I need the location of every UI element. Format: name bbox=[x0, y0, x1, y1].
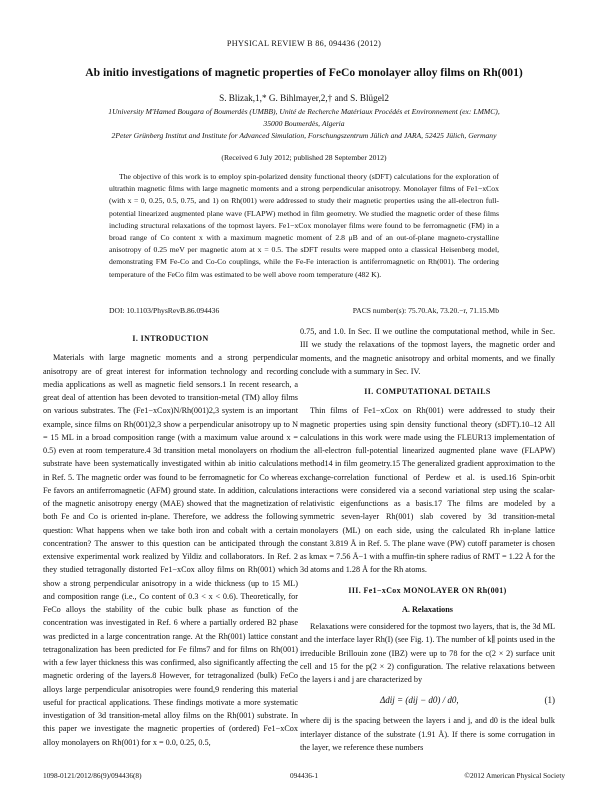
abstract-text: The objective of this work is to employ spin-polarized density functional theory (sDFT) calculations for the exploration of ultrathin magnetic films with large magnetic moments and a strong perpendicular anisotropy. Monolayer films of Fe1−xCox (with x = 0, 0.25, 0.5, 0.75, and 1) on Rh(001) were addressed to study their magnetic properties using the all-electron full-potential linearized augmented plane wave (FLAPW) method in film geometry. We studied the magnetic order of these films including structural relaxations of the topmost layers. Fe1−xCox monolayer films were found to be ferromagnetic (FM) in a broad range of Co content x with a maximum magnetic moment of 2.8 μB and of an out-of-plane magneto-crystalline anisotropy of 0.25 meV per magnetic atom at x = 0.5. The sDFT results were mapped onto a classical Heisenberg model, demonstrating FM Fe-Co and Co-Co couplings, while the Fe-Fe interaction is antiferromagnetic on Rh(001). The ordering temperature of the FeCo film was estimated to be well above room temperature (482 K). bbox=[109, 172, 499, 279]
equation-number: (1) bbox=[544, 694, 555, 705]
relaxations-paragraph: Relaxations were considered for the topmost two layers, that is, the 3d ML and the interface layer Rh(I) (see Fig. 1). The number of k∥ points used in the irreducible Brillouin zone (IBZ) were up to 78 for the c(2 × 2) surface unit cell and 15 for the p(2 × 2) configuration. The relative relaxations between the layers i and j are characterized by bbox=[300, 622, 555, 684]
journal-header: PHYSICAL REVIEW B 86, 094436 (2012) bbox=[226, 39, 382, 48]
after-equation-paragraph: where dij is the spacing between the layers i and j, and d0 is the ideal bulk interlayer distance of the substrate (1.91 Å). If there is some corrugation in the layer, we reference these numbers bbox=[300, 716, 555, 752]
abstract bbox=[109, 171, 499, 281]
left-column bbox=[43, 325, 298, 749]
affiliation-2: 2Peter Grünberg Institut and Institute for Advanced Simulation, Forschungszentrum Jülich and JARA, 52425 Jülich, Germany bbox=[111, 131, 497, 140]
section-heading-introduction: I. INTRODUCTION bbox=[132, 334, 209, 343]
subsection-heading-relaxations: A. Relaxations bbox=[402, 604, 453, 614]
pacs-numbers: PACS number(s): 75.70.Ak, 73.20.−r, 71.15.Mb bbox=[352, 306, 499, 315]
author-list: S. Blizak,1,* G. Bihlmayer,2,† and S. Blügel2 bbox=[219, 93, 389, 103]
section-heading-monolayer: III. Fe1−xCox MONOLAYER ON Rh(001) bbox=[348, 585, 507, 595]
paper-title: Ab initio investigations of magnetic properties of FeCo monolayer alloy films on Rh(001) bbox=[85, 66, 523, 79]
right-column bbox=[300, 325, 555, 754]
affiliation-1-cont: 35000 Boumerdès, Algeria bbox=[263, 119, 345, 128]
affiliation-1: 1University M'Hamed Bougara of Boumerdès (UMBB), Unité de Recherche Matériaux Procédés et Environnement (ex: LMMC), bbox=[108, 107, 500, 116]
intro-paragraph: Materials with large magnetic moments and a strong perpendicular anisotropy are of great interest for information technology and recording media applications as well as magnetic field sensors.1 In recent research, a great deal of attention has been devoted to transition-metal (TM) alloy films on various substrates. The (Fe1−xCox)N/Rh(001)2,3 system is an important example, since films on Rh(001)2,3 show a perpendicular anisotropy up to N = 15 ML in a broad composition range (with a maximum value around x = 0.5) even at room temperature.4 3d transition metal monolayers on rhodium substrate have been systematically investigated within ab initio calculations in Ref. 5. The magnetic order was found to be ferromagnetic for Co whereas Fe favors an antiferromagnetic (AFM) ground state. In addition, calculations of the magnetic anisotropy energy (MAE) showed that the magnetization of both Fe and Co is oriented in-plane. Therefore, we address the following question: What happens when we take both iron and cobalt with a certain concentration? The answer to this question can be anticipated through the extensive experimental work realized by Yildiz and collaborators. In Ref. 2 they studied tetragonally distorted Fe1−xCox alloy films on Rh(001) which show a strong perpendicular anisotropy in a wide thickness (up to 15 ML) and composition range (i.e., Co content of 0.3 < x < 0.6). Theoretically, for FeCo alloys the stability of the cubic bulk phase as function of the concentration was investigated in Ref. 6 where a partially ordered B2 phase was predicted in a large concentration range. At the Rh(001) lattice constant tetragonalization has been predicted for Fe films7 and for films on Rh(001) with a few layer thickness this was confirmed, also significantly affecting the magnetic ordering of the layers.8 However, for tetragonalized (bulk) FeCo alloys large perpendicular anisotropies were found,9 rendering this material useful for practical applications. These findings motivate a more systematic investigation of 3d transition-metal alloy films on the Rh(001) substrate. In this paper we investigate the magnetic properties of (ordered) Fe1−xCox alloy monolayers on Rh(001) for x = 0.0, 0.25, 0.5, bbox=[43, 353, 298, 747]
section-heading-computational: II. COMPUTATIONAL DETAILS bbox=[364, 387, 491, 396]
received-date: (Received 6 July 2012; published 28 September 2012) bbox=[221, 153, 387, 162]
equation-1 bbox=[300, 686, 555, 714]
footer-page-number: 094436-1 bbox=[290, 771, 318, 780]
computational-paragraph: Thin films of Fe1−xCox on Rh(001) were addressed to study their magnetic properties using spin density functional theory (sDFT).10–12 All calculations in this work were made using the FLEUR13 implementation of the all-electron full-potential linearized augmented plane wave (FLAPW) method14 in film geometry.15 The generalized gradient approximation to the exchange-correlation functional of Perdew et al. is used.16 Spin-orbit interactions were considered via a second variational step using the scalar-relativistic eigenfunctions as a basis.17 The films are modeled by a symmetric seven-layer Rh(001) slab covered by 3d transition-metal monolayers (ML) on each side, using the calculated Rh in-plane lattice constant 3.819 Å in Ref. 5. The plane wave (PW) cutoff parameter is chosen as kmax = 7.56 Å−1 with a muffin-tin sphere radius of RMT = 1.22 Å for the 3d atoms and 1.28 Å for the Rh atoms. bbox=[300, 406, 555, 575]
footer-copyright: ©2012 American Physical Society bbox=[464, 771, 565, 780]
footer-issn: 1098-0121/2012/86(9)/094436(8) bbox=[43, 771, 142, 780]
doi-link[interactable]: DOI: 10.1103/PhysRevB.86.094436 bbox=[109, 306, 220, 315]
intro-continuation: 0.75, and 1.0. In Sec. II we outline the computational method, while in Sec. III we study the relaxations of the topmost layers, the magnetic order and moments, and the magnetic anisotropy and orbital moments, and we finally conclude with a summary in Sec. IV. bbox=[300, 327, 555, 376]
equation-body: Δdij = (dij − d0) / d0, bbox=[380, 694, 459, 705]
